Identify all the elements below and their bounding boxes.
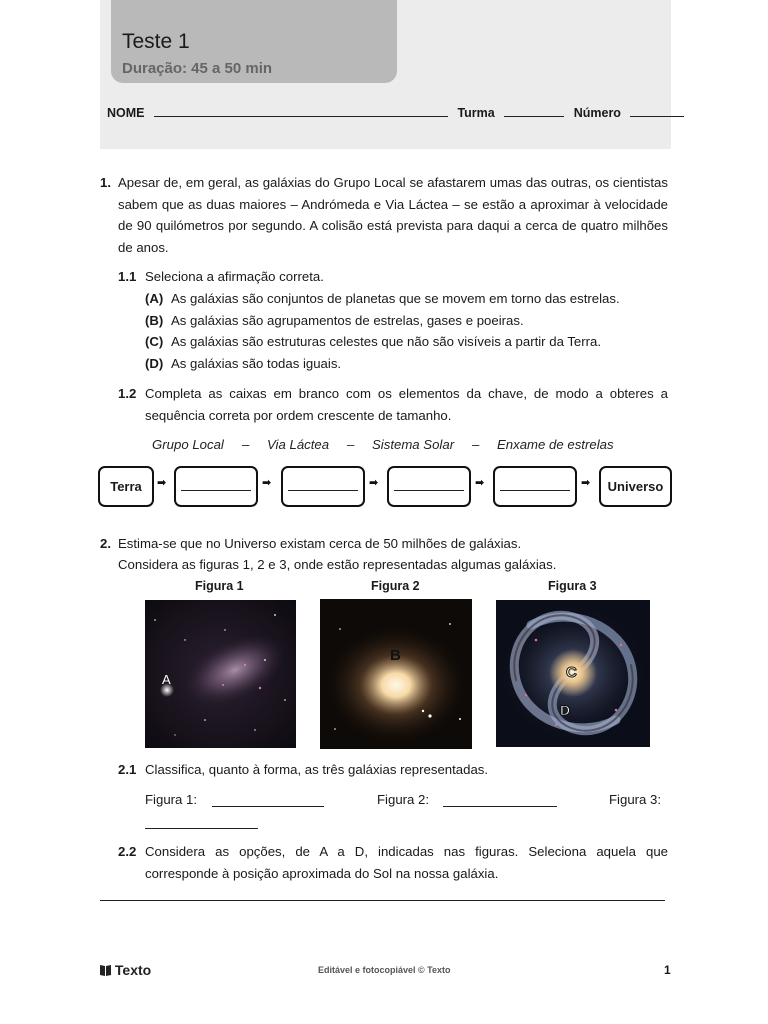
key-item: Enxame de estrelas <box>497 437 614 452</box>
fig1-answer-field[interactable] <box>212 794 324 807</box>
nome-field[interactable] <box>154 104 448 117</box>
figure-2-label: Figura 2 <box>371 579 420 593</box>
duration-label: Duração: 45 a 50 min <box>122 60 273 77</box>
figure-1-image <box>145 600 296 748</box>
texto-logo <box>100 962 151 978</box>
arrow-right-icon: ➡ <box>475 477 485 489</box>
page-title: Teste 1 <box>122 30 190 53</box>
key-separator: – <box>242 437 250 452</box>
option-text: As galáxias são conjuntos de planetas que se movem em torno das estrelas. <box>171 291 620 306</box>
option-letter: (C) <box>145 334 164 349</box>
fig3-answer-label: Figura 3: <box>609 792 662 807</box>
q2-number: 2. <box>100 536 111 551</box>
arrow-right-icon: ➡ <box>369 477 379 489</box>
key-item: Via Láctea <box>267 437 330 452</box>
logo-text: Texto <box>114 962 152 978</box>
key-separator: – <box>347 437 355 452</box>
figure-2-image <box>320 599 472 749</box>
q2-2-number: 2.2 <box>118 844 137 859</box>
q2-1-number: 2.1 <box>118 762 137 777</box>
option-text: As galáxias são estruturas celestes que não são visíveis a partir da Terra. <box>171 334 602 349</box>
q1-2-prompt: Completa as caixas em branco com os elementos da chave, de modo a obteres a sequência correta por ordem crescente de tamanho. <box>145 386 668 423</box>
turma-field[interactable] <box>504 104 564 117</box>
key-item: Sistema Solar <box>372 437 455 452</box>
nome-label: NOME <box>107 106 145 120</box>
fig3-answer-field[interactable] <box>145 816 258 829</box>
sequence-start-box: Terra <box>98 466 154 507</box>
footer-copyright: Editável e fotocopiável © Texto <box>318 965 451 975</box>
option-b[interactable] <box>145 310 524 332</box>
student-info-row <box>107 104 663 120</box>
q2-2-prompt: Considera as opções, de A a D, indicadas nas figuras. Seleciona aquela que corresponde à posição aproximada do Sol na nossa galáxia. <box>145 844 668 881</box>
numero-field[interactable] <box>630 104 684 117</box>
fig2-answer-label: Figura 2: <box>377 792 430 807</box>
figure-1-label: Figura 1 <box>195 579 244 593</box>
sequence-blank-box[interactable] <box>281 466 365 507</box>
q2-2-answer-field[interactable] <box>100 890 665 901</box>
sequence-blank-box[interactable] <box>493 466 577 507</box>
arrow-right-icon: ➡ <box>581 477 591 489</box>
arrow-right-icon: ➡ <box>157 477 167 489</box>
option-c[interactable] <box>145 331 601 353</box>
q1-2-number: 1.2 <box>118 386 137 401</box>
option-text: As galáxias são todas iguais. <box>171 356 342 371</box>
figure-3-marker-c: C <box>566 664 577 681</box>
figure-1-marker: A <box>162 672 171 687</box>
q2-line1: Estima-se que no Universo existam cerca de 50 milhões de galáxias. <box>118 536 522 551</box>
q1-1-prompt: Seleciona a afirmação correta. <box>145 269 324 284</box>
key-item: Grupo Local <box>152 437 224 452</box>
q1-number: 1. <box>100 175 111 190</box>
figure-3-label: Figura 3 <box>548 579 597 593</box>
q2-1-prompt: Classifica, quanto à forma, as três galáxias representadas. <box>145 762 489 777</box>
sequence-blank-box[interactable] <box>387 466 471 507</box>
option-d[interactable] <box>145 353 341 375</box>
figure-3-image <box>496 600 650 747</box>
option-letter: (D) <box>145 356 164 371</box>
key-separator: – <box>472 437 480 452</box>
q1-text: Apesar de, em geral, as galáxias do Grupo Local se afastarem umas das outras, os cientistas sabem que as duas maiores – Andrómeda e Via Láctea – se estão a aproximar à velocidade de 90 quilómetros por segundo. A colisão está prevista para daqui a cerca de quatro milhões de anos. <box>118 175 668 255</box>
option-a[interactable] <box>145 288 620 310</box>
option-letter: (B) <box>145 313 164 328</box>
q2-line2: Considera as figuras 1, 2 e 3, onde estão representadas algumas galáxias. <box>118 557 557 572</box>
fig2-answer-field[interactable] <box>443 794 557 807</box>
book-icon <box>100 963 111 975</box>
q1-1-number: 1.1 <box>118 269 137 284</box>
fig1-answer-label: Figura 1: <box>145 792 198 807</box>
sequence-end-box: Universo <box>599 466 672 507</box>
sequence-blank-box[interactable] <box>174 466 258 507</box>
option-letter: (A) <box>145 291 164 306</box>
figure-2-marker: B <box>390 647 401 664</box>
arrow-right-icon: ➡ <box>262 477 272 489</box>
page-number: 1 <box>664 963 671 977</box>
turma-label: Turma <box>457 106 495 120</box>
numero-label: Número <box>573 106 621 120</box>
figure-3-marker-d: D <box>560 702 571 718</box>
option-text: As galáxias são agrupamentos de estrelas, gases e poeiras. <box>171 313 524 328</box>
